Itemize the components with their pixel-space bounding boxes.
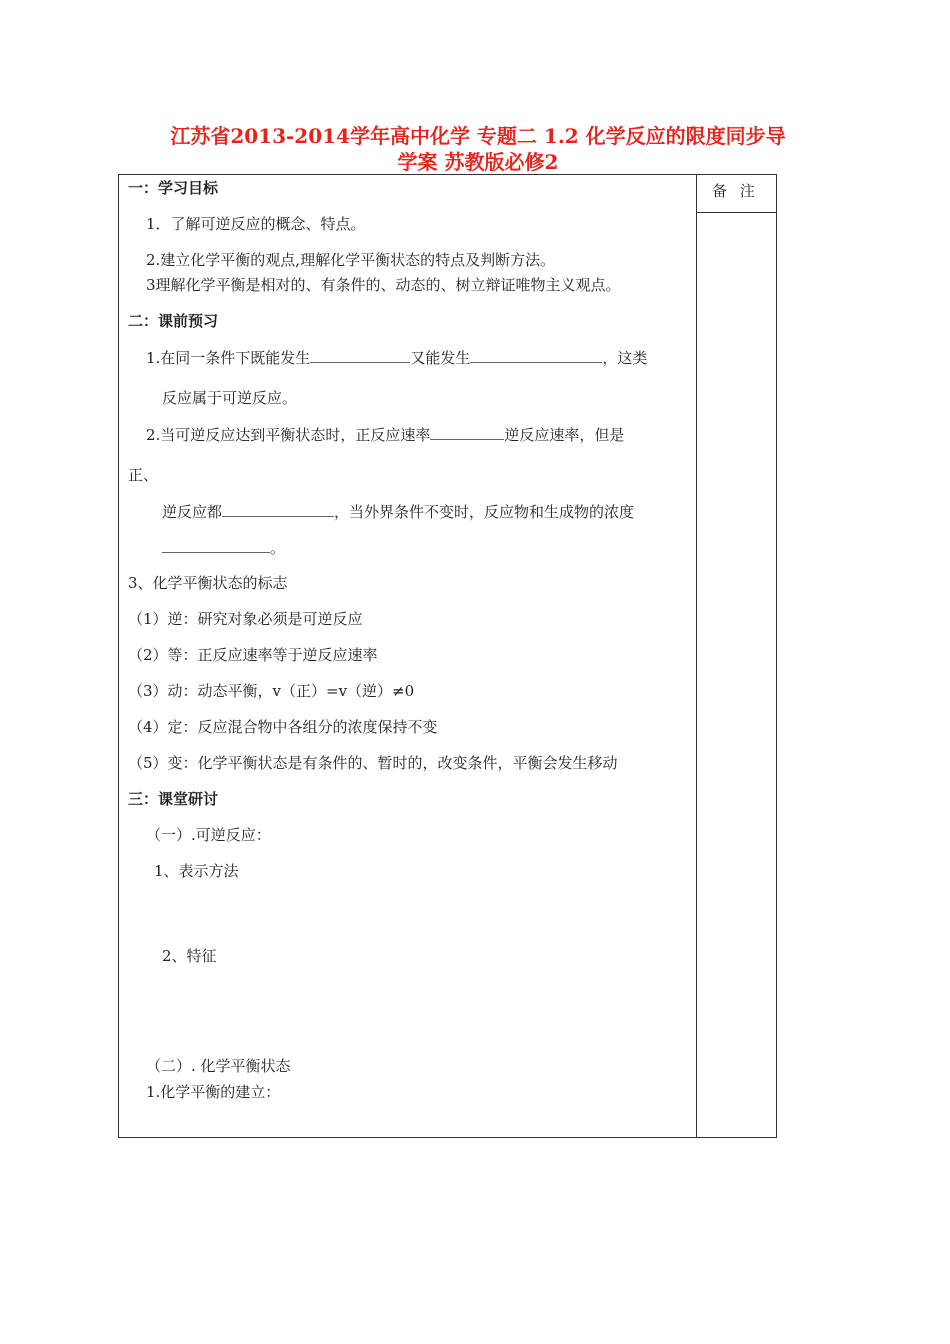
equilibrium-establishment: 1.化学平衡的建立：: [146, 1083, 281, 1101]
q1-text-a: 1.在同一条件下既能发生: [146, 349, 311, 367]
q2-blank-2[interactable]: [222, 501, 334, 517]
q1-blank-1[interactable]: [310, 347, 410, 363]
characteristics: 2、特征: [162, 947, 217, 965]
objective-2: 2.建立化学平衡的观点,理解化学平衡状态的特点及判断方法。: [146, 251, 556, 269]
q1-continuation: 反应属于可逆反应。: [162, 389, 298, 407]
objective-3: 3理解化学平衡是相对的、有条件的、动态的、树立辩证唯物主义观点。: [146, 276, 621, 294]
section1-heading: 一：学习目标: [128, 179, 219, 197]
equilibrium-sign-3: （3）动：动态平衡，v（正）=v（逆）≠0: [128, 682, 415, 700]
q1-text-b: 又能发生: [410, 349, 471, 367]
q2-text-b: 逆反应速率，但是: [504, 426, 625, 444]
preview-question-2: [146, 424, 624, 445]
document-title-line1: 江苏省2013-2014学年高中化学 专题二 1.2 化学反应的限度同步导: [170, 124, 786, 148]
reversible-reaction-heading: （一）.可逆反应：: [146, 826, 271, 844]
representation-method: 1、表示方法: [154, 862, 239, 880]
q1-text-c: ，这类: [602, 349, 648, 367]
section3-heading: 三：课堂研讨: [128, 790, 219, 808]
equilibrium-sign-4: （4）定：反应混合物中各组分的浓度保持不变: [128, 718, 438, 736]
equilibrium-sign-2: （2）等：正反应速率等于逆反应速率: [128, 646, 378, 664]
document-title-line2: 学案 苏教版必修2: [397, 150, 559, 174]
equilibrium-state-heading: （二）. 化学平衡状态: [146, 1057, 291, 1075]
preview-question-1: [146, 347, 647, 368]
equilibrium-sign-5: （5）变：化学平衡状态是有条件的、暂时的，改变条件，平衡会发生移动: [128, 754, 618, 772]
section2-heading: 二：课前预习: [128, 312, 219, 330]
q2-text-a: 2.当可逆反应达到平衡状态时，正反应速率: [146, 426, 431, 444]
q1-blank-2[interactable]: [470, 347, 602, 363]
q2-continuation: [162, 501, 634, 522]
notes-header: 备 注: [712, 182, 759, 200]
objective-1: 1．了解可逆反应的概念、特点。: [146, 215, 366, 233]
q2-end: [162, 537, 285, 558]
q2-text-f: 。: [270, 539, 286, 557]
q2-blank-3[interactable]: [162, 537, 270, 553]
q2-blank-1[interactable]: [430, 424, 504, 440]
q2-text-d: 逆反应都: [162, 503, 223, 521]
q2-wrap: 正、: [128, 466, 159, 484]
equilibrium-sign-1: （1）逆：研究对象必须是可逆反应: [128, 610, 363, 628]
equilibrium-signs-title: 3、化学平衡状态的标志: [128, 574, 288, 592]
q2-text-e: ，当外界条件不变时，反应物和生成物的浓度: [334, 503, 635, 521]
notes-header-divider: [696, 212, 777, 213]
notes-column-divider: [696, 174, 697, 1138]
